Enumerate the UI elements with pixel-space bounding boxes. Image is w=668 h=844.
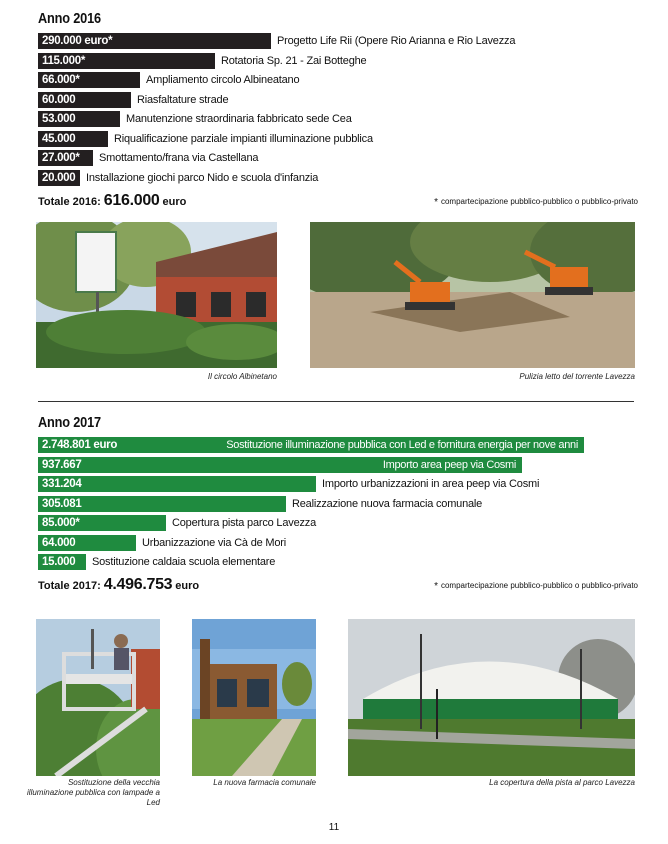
item-label: Urbanizzazione via Cà de Mori [142,536,286,549]
value-bar: 85.000* [38,515,166,531]
value-bar: 27.000* [38,150,93,166]
list-item [38,111,638,127]
list-item [38,150,638,166]
value-bar: 937.667 Importo area peep via Cosmi [38,457,522,473]
total-line [38,574,638,594]
section-divider [38,401,634,402]
photo-caption: Pulizia letto del torrente Lavezza [519,372,635,381]
section-title-2016: Anno 2016 [38,10,101,27]
section-title-2017: Anno 2017 [38,414,101,431]
photo-copertura-pista [348,619,635,776]
item-label: Smottamento/frana via Castellana [99,152,259,164]
value-bar: 115.000* [38,53,215,69]
photo-farmacia-comunale [192,619,316,776]
list-item [38,33,638,49]
list-item [38,476,638,492]
item-label: Riasfaltature strade [137,93,229,106]
item-label: Realizzazione nuova farmacia comunale [292,497,483,510]
photo-caption: Sostituzione della vecchia [67,778,160,787]
page-number: 11 [328,822,340,833]
value-bar: 305.081 [38,496,286,512]
total-2017: Totale 2017: 4.496.753 euro [38,576,200,593]
list-item [38,170,638,186]
photo-caption: La copertura della pista al parco Lavezza [489,778,635,787]
photo-pulizia-torrente [310,222,635,368]
value-bar: 2.748.801 euro Sostituzione illuminazione pubblica con Led e fornitura energia per nove anni [38,437,584,453]
list-item [38,131,638,147]
item-label: Riqualificazione parziale impianti illuminazione pubblica [114,132,373,145]
value-bar: 290.000 euro* [38,33,271,49]
photo-caption: La nuova farmacia comunale [213,778,316,787]
photo-caption: Il circolo Albinetano [207,372,277,381]
item-label: Manutenzione straordinaria fabbricato sede Cea [126,113,352,125]
value-bar: 331.204 [38,476,316,492]
photo-circolo-albinetano [36,222,277,368]
list-item [38,437,638,453]
item-label: Copertura pista parco Lavezza [172,517,317,529]
item-label: Sostituzione caldaia scuola elementare [92,556,276,568]
list-item [38,515,638,531]
value-bar: 64.000 [38,535,136,551]
list-item [38,554,638,570]
list-item [38,72,638,88]
footnote: * compartecipazione pubblico-pubblico o pubblico-privato [434,196,638,208]
value-bar: 15.000 [38,554,86,570]
item-label: Progetto Life Rii (Opere Rio Arianna e Rio Lavezza [277,35,516,47]
list-item [38,457,638,473]
list-item [38,53,638,69]
item-label: Sostituzione illuminazione pubblica con Led e fornitura energia per nove anni [226,439,578,451]
total-2016: Totale 2016: 616.000 euro [38,191,187,209]
value-bar: 20.000 [38,170,80,186]
list-item [38,535,638,551]
section-2017 [38,414,638,594]
item-label: Importo area peep via Cosmi [382,458,516,471]
value-bar: 53.000 [38,111,120,127]
item-label: Installazione giochi parco Nido e scuola d'infanzia [86,171,319,184]
section-2016 [38,10,638,210]
list-item [38,496,638,512]
footnote: * compartecipazione pubblico-pubblico o pubblico-privato [434,581,638,592]
value-bar: 60.000 [38,92,131,108]
item-label: Ampliamento circolo Albineatano [146,74,300,86]
item-label: Importo urbanizzazioni in area peep via Cosmi [322,478,540,490]
total-line [38,190,638,210]
list-item [38,92,638,108]
value-bar: 66.000* [38,72,140,88]
value-bar: 45.000 [38,131,108,147]
photo-caption: illuminazione pubblica con lampade a Led [27,788,160,807]
photo-illuminazione-led [36,619,160,776]
item-label: Rotatoria Sp. 21 - Zai Botteghe [221,54,367,67]
